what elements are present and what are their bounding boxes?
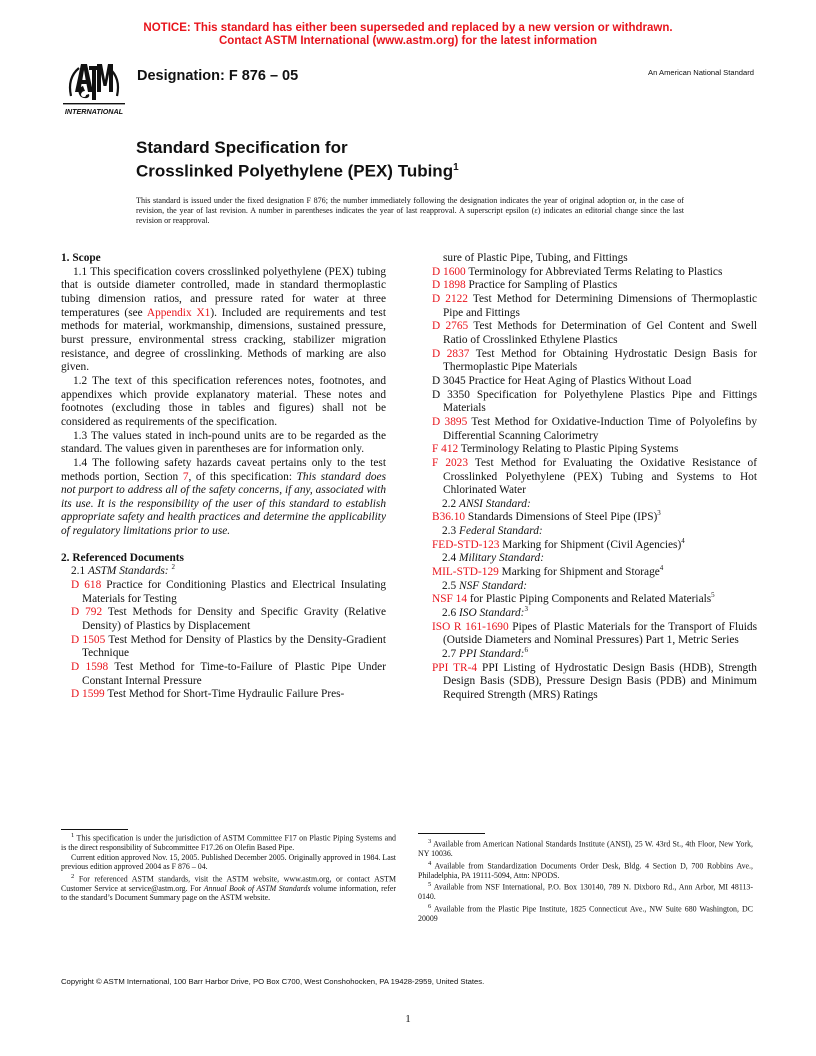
footnote-2: $^2$ For referenced ASTM standards, visit the ASTM website, www.astm.org, or contact ASTM Customer Service at service@astm.org. For Annual Book of ASTM Standards volume information, refer to the standard’s Document Summary page on the ASTM website. xyxy=(61,872,396,903)
reference-item xyxy=(432,566,757,580)
logo-wordmark: INTERNATIONAL xyxy=(64,107,124,116)
footnote-mark: 3 xyxy=(428,838,432,845)
right-column xyxy=(432,252,757,703)
reference-code-link[interactable]: F 412 xyxy=(432,443,459,456)
document-title xyxy=(136,138,459,182)
notice-line-2: Contact ASTM International (www.astm.org) for the latest information xyxy=(218,35,598,47)
footnote-text: Available from American National Standards Institute (ANSI), 25 W. 43rd St., 4th Floor, New York, NY 10036. xyxy=(418,839,753,859)
reference-title: Terminology for Abbreviated Terms Relating to Plastics xyxy=(465,265,723,278)
astm-reference-list-left xyxy=(61,579,386,702)
reference-title: Standards Dimensions of Steel Pipe (IPS) xyxy=(465,511,658,524)
reference-title: Test Methods for Density and Specific Gravity (Relative Density) of Plastics by Displacement xyxy=(82,606,387,633)
category-number: 2.6 xyxy=(442,607,460,620)
issuance-note: This standard is issued under the fixed designation F 876; the number immediately following the designation indicates the year of original adoption or, in the case of revision, the year of last revision. A number in parentheses indicates the year of last reapproval. A superscript epsilon (ε) indicates an editorial change since the last revision or reapproval. xyxy=(136,196,684,226)
reference-title: Test Methods for Determination of Gel Content and Swell Ratio of Crosslinked Ethylene Plastics xyxy=(443,320,757,346)
reference-code-link[interactable]: ISO R 161-1690 xyxy=(432,620,509,633)
standard-category-label xyxy=(432,552,757,566)
referenced-documents-heading: 2. Referenced Documents xyxy=(61,551,184,564)
title-line-1: Standard Specification for xyxy=(136,138,348,157)
reference-code-link[interactable]: D 1898 xyxy=(432,279,466,292)
standard-category-label xyxy=(432,525,757,539)
title-footnote-mark: 1 xyxy=(453,162,459,173)
reference-title: Test Method for Evaluating the Oxidative Resistance of Crosslinked Polyethylene (PEX) Tubing and Systems to Hot Chlorinated Water xyxy=(443,456,757,497)
reference-code-link[interactable]: D 3895 xyxy=(432,415,468,428)
reference-item xyxy=(432,416,757,443)
american-national-standard: An American National Standard xyxy=(648,68,754,77)
notice-line-1: NOTICE: This standard has either been superseded and replaced by a new version or withdrawn. xyxy=(143,22,673,34)
reference-code: D 3045 xyxy=(432,374,466,387)
reference-title: Test Method for Short-Time Hydraulic Failure Pres- xyxy=(104,688,345,701)
category-footnote-mark: 3 xyxy=(524,605,528,614)
copyright-line: Copyright © ASTM International, 100 Barr Harbor Drive, PO Box C700, West Conshohocken, PA 19428-2959, United States. xyxy=(61,977,485,986)
footnotes-left xyxy=(61,831,396,903)
footnote-text: Available from Standardization Documents Order Desk, Bldg. 4 Section D, 700 Robbins Ave., Philadelphia, PA 19111-5094, Attn: NPODS. xyxy=(418,861,753,880)
reference-item xyxy=(432,279,757,293)
reference-footnote-mark: 3 xyxy=(657,509,661,518)
footnote-mark: 6 xyxy=(428,902,432,910)
reference-code-link[interactable]: D 2122 xyxy=(432,292,468,305)
footnote xyxy=(418,859,753,881)
reference-item xyxy=(432,443,757,457)
standard-category-label xyxy=(432,648,757,662)
reference-code-link[interactable]: F 2023 xyxy=(432,456,469,469)
astm-standards-label: 2.1 ASTM Standards: $^2$ xyxy=(71,563,175,578)
scope-para-1-4: 1.4 The following safety hazards caveat pertains only to the test methods portion, Section 7, of this specification: This standard does not purport to address all of the safety concerns, if any, associated with its use. It is the responsibility of the user of this standard to establish appropriate safety and health practices and determine the applicability of regulatory limitations prior to use. xyxy=(61,456,387,538)
footnote-rule-right xyxy=(418,833,485,834)
footnote-rule-left xyxy=(61,829,128,830)
category-name: ANSI Standard: xyxy=(459,497,531,510)
category-number: 2.7 xyxy=(442,648,460,661)
footnote xyxy=(418,837,753,859)
reference-item xyxy=(432,457,757,498)
reference-title: Pipes of Plastic Materials for the Transport of Fluids (Outside Diameters and Nominal Pressures) Part 1, Metric Series xyxy=(443,620,758,647)
scope-para-1-1: 1.1 This specification covers crosslinked polyethylene (PEX) tubing that is outside diameter controlled, made in standard thermoplastic tubing dimension ratios, and pressure rated for water at three temperatures (see Appendix X1). Included are requirements and test methods for material, workmanship, dimensions, sustained pressure, burst pressure, environmental stress cracking, stabilizer migration resistance, and degree of crosslinking. Methods of marking are also given. xyxy=(61,265,386,374)
reference-item xyxy=(432,511,757,525)
reference-title: Practice for Heat Aging of Plastics Without Load xyxy=(465,374,692,387)
reference-title: Terminology Relating to Plastic Piping Systems xyxy=(458,443,679,456)
category-name: Federal Standard: xyxy=(459,525,543,538)
footnote-1: $^1$ This specification is under the jurisdiction of ASTM Committee F17 on Plastic Piping Systems and is the direct responsibility of Subcommittee F17.26 on Olefin Based Pipe. xyxy=(61,832,396,853)
footnote-mark: 4 xyxy=(428,859,432,867)
category-name: ISO Standard: xyxy=(459,607,525,620)
category-number: 2.4 xyxy=(442,552,460,565)
reference-item xyxy=(71,606,386,633)
scope-para-1-2: 1.2 The text of this specification references notes, footnotes, and appendixes which provide explanatory material. These notes and footnotes (excluding those in tables and figures) shall not be considered as requirements of the specification. xyxy=(61,374,386,428)
reference-footnote-mark: 4 xyxy=(659,564,664,573)
category-name: Military Standard: xyxy=(459,552,544,565)
reference-item xyxy=(432,266,757,280)
reference-code-link[interactable]: B36.10 xyxy=(432,511,466,524)
left-column xyxy=(61,252,386,702)
designation: Designation: F 876 – 05 xyxy=(137,68,299,84)
other-standards-list xyxy=(432,498,757,703)
category-name: PPI Standard: xyxy=(459,648,525,661)
title-line-2: Crosslinked Polyethylene (PEX) Tubing$^1$ xyxy=(136,161,459,181)
footnote xyxy=(418,880,753,902)
reference-code-link[interactable]: PPI TR-4 xyxy=(432,661,478,674)
appendix-x1-link[interactable]: Appendix X1 xyxy=(146,306,211,319)
section-7-link[interactable]: 7 xyxy=(182,470,189,483)
reference-title: Practice for Conditioning Plastics and Electrical Insulating Materials for Testing xyxy=(82,579,386,605)
reference-title: Marking for Shipment and Storage xyxy=(498,566,660,579)
reference-item xyxy=(432,621,757,648)
standard-category-label xyxy=(432,580,757,594)
category-number: 2.3 xyxy=(442,525,460,538)
category-number: 2.2 xyxy=(442,497,460,510)
reference-item xyxy=(432,389,757,416)
reference-footnote-mark: 4 xyxy=(681,537,685,545)
reference-item xyxy=(432,293,757,320)
reference-continuation: sure of Plastic Pipe, Tubing, and Fittings xyxy=(443,252,628,264)
reference-code-link[interactable]: D 1599 xyxy=(71,688,105,701)
reference-code-link[interactable]: MIL-STD-129 xyxy=(432,566,499,579)
reference-code-link[interactable]: D 1598 xyxy=(71,661,109,674)
withdrawal-notice xyxy=(0,22,816,48)
reference-title: Test Method for Oxidative-Induction Time of Polyolefins by Differential Scanning Calorimetry xyxy=(443,415,757,442)
reference-title: Test Method for Obtaining Hydrostatic Design Basis for Thermoplastic Pipe Materials xyxy=(443,347,757,374)
footnotes-right xyxy=(418,837,753,924)
reference-code-link[interactable]: D 2837 xyxy=(432,347,470,360)
reference-code-link[interactable]: NSF 14 xyxy=(432,593,467,606)
reference-code-link[interactable]: D 1505 xyxy=(71,633,106,646)
footnote xyxy=(418,902,753,924)
reference-item xyxy=(71,579,386,606)
reference-item xyxy=(432,593,757,607)
scope-heading: 1. Scope xyxy=(61,252,101,264)
scope-para-1-3: 1.3 The values stated in inch-pound units are to be regarded as the standard. The values given in parentheses are for information only. xyxy=(61,429,386,456)
standard-category-label xyxy=(432,498,757,512)
reference-title: Test Method for Time-to-Failure of Plastic Pipe Under Constant Internal Pressure xyxy=(82,661,386,687)
reference-code-link[interactable]: D 2765 xyxy=(432,320,469,333)
reference-code: D 3350 xyxy=(432,388,470,401)
footnote-1-edition: Current edition approved Nov. 15, 2005. Published December 2005. Originally approved in 1984. Last previous edition approved 2004 as F 876 – 04. xyxy=(61,852,396,872)
reference-item xyxy=(432,375,757,389)
category-footnote-mark: 6 xyxy=(524,646,528,655)
reference-footnote-mark: 5 xyxy=(711,591,715,600)
category-number: 2.5 xyxy=(442,579,460,592)
reference-item xyxy=(432,320,757,347)
standard-category-label xyxy=(432,607,757,621)
reference-title: Marking for Shipment (Civil Agencies) xyxy=(499,538,682,551)
footnote-text: Available from the Plastic Pipe Institute, 1825 Connecticut Ave., NW Suite 680 Washington, DC 20009 xyxy=(418,904,753,923)
footnote-mark: 5 xyxy=(428,881,432,889)
reference-item xyxy=(432,348,757,375)
reference-code-link[interactable]: D 1600 xyxy=(432,265,466,278)
reference-item xyxy=(432,662,757,703)
reference-title: PPI Listing of Hydrostatic Design Basis (HDB), Strength Design Basis (SDB), Pressure Design Basis (PDB) and Minimum Required Strength (MRS) Ratings xyxy=(443,661,757,701)
page-number: 1 xyxy=(405,1013,411,1025)
reference-title: Test Method for Determining Dimensions of Thermoplastic Pipe and Fittings xyxy=(443,292,757,319)
footnote-text: Available from NSF International, P.O. Box 130140, 789 N. Dixboro Rd., Ann Arbor, MI 48113-0140. xyxy=(418,882,753,902)
reference-code-link[interactable]: D 792 xyxy=(71,606,103,619)
reference-code-link[interactable]: D 618 xyxy=(71,579,102,592)
reference-title: for Plastic Piping Components and Related Materials xyxy=(467,593,712,606)
reference-code-link[interactable]: FED-STD-123 xyxy=(432,538,500,551)
category-name: NSF Standard: xyxy=(459,579,527,592)
reference-title: Practice for Sampling of Plastics xyxy=(465,279,618,292)
reference-item xyxy=(71,661,386,688)
reference-item xyxy=(432,539,757,553)
reference-title: Test Method for Density of Plastics by the Density-Gradient Technique xyxy=(82,633,386,660)
reference-item xyxy=(71,634,386,661)
astm-reference-list-right xyxy=(432,266,757,498)
reference-title: Specification for Polyethylene Plastics Pipe and Fittings Materials xyxy=(443,388,757,415)
astm-logo xyxy=(61,56,127,118)
reference-item xyxy=(71,688,386,702)
